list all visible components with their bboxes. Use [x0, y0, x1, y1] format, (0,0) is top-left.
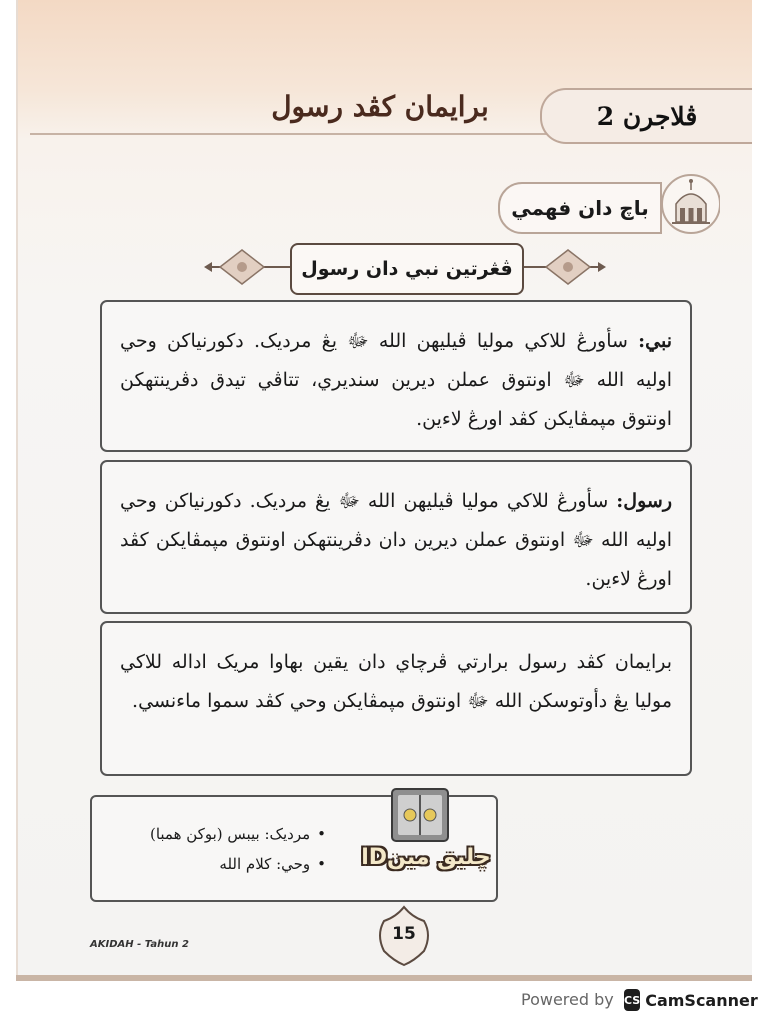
book-label: AKIDAH - Tahun 2 [90, 939, 189, 950]
watermark-powered-text: Powered by [521, 990, 614, 1009]
glossary-item: • مرديک: بيبس (بوكن همبا) [106, 819, 326, 849]
definition-box-rasul [100, 460, 692, 614]
page-edge [16, 0, 18, 980]
definition-term: نبي: [638, 330, 673, 352]
definition-box-nabi [100, 300, 692, 452]
glossary-list [106, 819, 326, 879]
chapter-tab [540, 88, 752, 144]
statement-text: برايمان كڤد رسول برارتي ڤرچاي دان يقين بهاوا مريک اداله للاكي موليا يڠ دأوتوسكن الله ﷻ اونتوق مپمڤايكن وحي كڤد سموا ماءنسي. [120, 651, 672, 712]
statement-box [100, 621, 692, 776]
definition-text: سأورڠ للاكي موليا ڤيليهن الله ﷻ يڠ مرديک. دكورنياكن وحي اوليه الله ﷻ اونتوق عملن ديرين سنديري، تتاڤي تيدق دڤرينتهكن اونتوق مپمڤايكن كڤد اورڠ لاءين. [120, 330, 672, 430]
banner-label-box [290, 243, 524, 295]
book-icon [362, 783, 488, 895]
page-bottom-strip [16, 975, 752, 981]
camscanner-logo [624, 986, 758, 1014]
camscanner-icon: CS [624, 989, 640, 1011]
glossary-badge-label: چليق مينDا [361, 845, 491, 870]
mosque-dome-icon [658, 170, 720, 236]
camscanner-brand: CamScanner [645, 990, 758, 1010]
section-label-text: باچ دان فهمي [511, 196, 649, 220]
glossary-item: • وحي: كلام الله [106, 849, 326, 879]
definition-text: سأورڠ للاكي موليا ڤيليهن الله ﷻ يڠ مرديک. دكورنياكن وحي اوليه الله ﷻ اونتوق عملن ديرين دان دڤرينتهكن اونتوق مپمڤايكن كڤد اورڠ لاءين. [120, 490, 672, 590]
chapter-label: ڤلاجرن 2 [596, 101, 698, 131]
title-band [30, 88, 752, 146]
page-title: برايمان كڤد رسول [271, 90, 489, 123]
definition-term: رسول: [616, 490, 673, 512]
glossary-box [90, 795, 498, 902]
section-label [498, 182, 662, 234]
page-number: 15 [392, 924, 416, 944]
banner-label: ڤڠرتين نبي دان رسول [301, 258, 513, 280]
banner [200, 240, 610, 300]
